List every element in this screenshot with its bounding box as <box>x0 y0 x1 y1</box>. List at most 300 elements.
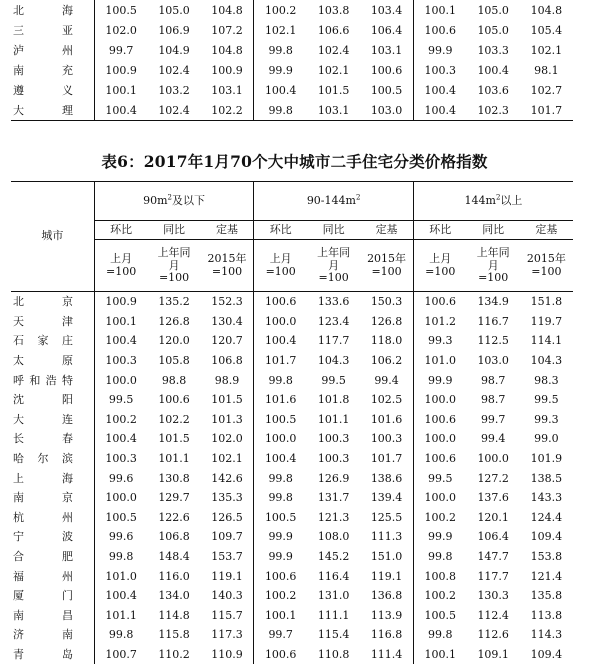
index-value: 100.4 <box>254 80 307 100</box>
index-value: 102.3 <box>467 100 520 121</box>
city-column-header: 城市 <box>11 182 94 292</box>
table-row <box>11 331 573 351</box>
table-row <box>11 100 573 121</box>
base-header-cell <box>147 240 200 292</box>
city-name-char: 太 <box>13 355 24 366</box>
index-value: 98.1 <box>520 60 573 80</box>
index-value: 136.8 <box>360 586 413 606</box>
city-name-char: 遵 <box>13 85 24 96</box>
table-row <box>11 370 573 390</box>
index-value: 101.7 <box>520 100 573 121</box>
index-value: 100.0 <box>413 429 466 449</box>
index-value: 113.8 <box>520 606 573 626</box>
index-value: 103.1 <box>201 80 254 100</box>
city-name-char: 南 <box>62 629 73 640</box>
index-value: 100.6 <box>147 390 200 410</box>
base-header-cell <box>467 240 520 292</box>
base-header-line: 上月 <box>95 253 148 266</box>
index-value: 100.3 <box>413 60 466 80</box>
index-value: 99.8 <box>254 100 307 121</box>
base-header-line: =100 <box>95 266 148 279</box>
index-value: 145.2 <box>307 547 360 567</box>
index-value: 99.9 <box>413 370 466 390</box>
index-value: 102.1 <box>307 60 360 80</box>
index-value: 99.8 <box>94 625 147 645</box>
index-value: 99.8 <box>254 468 307 488</box>
index-value: 103.8 <box>307 0 360 20</box>
table-row <box>11 0 573 20</box>
table-row <box>11 527 573 547</box>
city-name-char: 呼 <box>13 375 24 386</box>
index-value: 99.4 <box>467 429 520 449</box>
index-value: 100.1 <box>413 0 466 20</box>
index-value: 147.7 <box>467 547 520 567</box>
index-value: 99.9 <box>254 60 307 80</box>
index-value: 99.3 <box>413 331 466 351</box>
index-value: 100.3 <box>307 449 360 469</box>
city-name-char: 海 <box>62 5 73 16</box>
base-header-line: =100 <box>467 272 520 285</box>
index-value: 100.3 <box>94 449 147 469</box>
index-value: 101.1 <box>307 410 360 430</box>
index-value: 100.1 <box>94 312 147 332</box>
sub-header-cell: 同比 <box>307 221 360 240</box>
table-row <box>11 508 573 528</box>
index-value: 133.6 <box>307 292 360 312</box>
city-name-char: 理 <box>62 105 73 116</box>
index-value: 150.3 <box>360 292 413 312</box>
index-value: 100.0 <box>467 449 520 469</box>
index-value: 99.4 <box>360 370 413 390</box>
index-value: 151.8 <box>520 292 573 312</box>
index-value: 99.9 <box>254 547 307 567</box>
base-header-line: 上年同 <box>147 247 200 260</box>
index-value: 106.4 <box>467 527 520 547</box>
index-value: 114.3 <box>520 625 573 645</box>
index-value: 103.0 <box>360 100 413 121</box>
city-name-char: 春 <box>62 433 73 444</box>
index-value: 99.9 <box>413 40 466 60</box>
base-header-line: 月 <box>147 260 200 273</box>
city-name-text <box>13 316 73 327</box>
city-name-text <box>13 531 73 542</box>
index-value: 153.8 <box>520 547 573 567</box>
city-name <box>11 527 94 547</box>
index-value: 114.1 <box>520 331 573 351</box>
city-name-text <box>13 45 73 56</box>
city-name-char: 京 <box>62 296 73 307</box>
city-name-char: 州 <box>62 571 73 582</box>
city-name-text <box>13 629 73 640</box>
index-value: 102.5 <box>360 390 413 410</box>
index-value: 116.8 <box>360 625 413 645</box>
city-name-text <box>13 414 73 425</box>
index-value: 103.3 <box>467 40 520 60</box>
index-value: 113.9 <box>360 606 413 626</box>
index-value: 126.9 <box>307 468 360 488</box>
index-value: 104.8 <box>201 0 254 20</box>
index-value: 115.7 <box>201 606 254 626</box>
index-value: 101.5 <box>307 80 360 100</box>
index-value: 110.2 <box>147 645 200 664</box>
city-name-char: 肥 <box>62 551 73 562</box>
table-row <box>11 606 573 626</box>
city-name-text <box>13 65 73 76</box>
index-value: 100.1 <box>254 606 307 626</box>
city-name-char: 大 <box>13 105 24 116</box>
city-name-char: 济 <box>13 629 24 640</box>
index-value: 124.4 <box>520 508 573 528</box>
city-name-char: 长 <box>13 433 24 444</box>
index-value: 116.7 <box>467 312 520 332</box>
index-value: 101.9 <box>520 449 573 469</box>
table-caption: 表6：2017年1月70个大中城市二手住宅分类价格指数 <box>0 150 589 172</box>
index-value: 119.1 <box>201 566 254 586</box>
index-value: 101.7 <box>360 449 413 469</box>
city-name-text <box>13 5 73 16</box>
city-name-char: 泸 <box>13 45 24 56</box>
city-name-text <box>13 296 73 307</box>
index-value: 103.2 <box>147 80 200 100</box>
index-value: 100.2 <box>413 586 466 606</box>
city-name <box>11 606 94 626</box>
index-value: 99.7 <box>94 40 147 60</box>
base-header-line: =100 <box>520 266 573 279</box>
city-name-char: 合 <box>13 551 24 562</box>
index-value: 100.2 <box>94 410 147 430</box>
city-name-char: 庄 <box>62 335 73 346</box>
index-value: 115.8 <box>147 625 200 645</box>
price-index-table <box>11 181 573 664</box>
index-value: 100.0 <box>254 312 307 332</box>
index-value: 130.8 <box>147 468 200 488</box>
city-name-char: 青 <box>13 649 24 660</box>
sub-header-cell: 同比 <box>467 221 520 240</box>
city-name-text <box>13 25 73 36</box>
city-name-text <box>13 571 73 582</box>
index-value: 99.3 <box>520 410 573 430</box>
index-value: 101.8 <box>307 390 360 410</box>
index-value: 105.0 <box>467 0 520 20</box>
index-value: 100.2 <box>254 586 307 606</box>
table-row <box>11 625 573 645</box>
index-value: 100.7 <box>94 645 147 664</box>
index-value: 109.1 <box>467 645 520 664</box>
table-header <box>11 182 573 292</box>
index-value: 100.2 <box>413 508 466 528</box>
city-name-char: 岛 <box>62 649 73 660</box>
sub-header-cell: 定基 <box>520 221 573 240</box>
index-value: 135.8 <box>520 586 573 606</box>
table-row <box>11 468 573 488</box>
index-value: 130.4 <box>201 312 254 332</box>
index-value: 100.0 <box>413 488 466 508</box>
index-value: 100.6 <box>413 20 466 40</box>
table-row <box>11 292 573 312</box>
index-value: 106.2 <box>360 351 413 371</box>
city-name-char: 北 <box>13 296 24 307</box>
sub-header-cell: 环比 <box>94 221 147 240</box>
index-value: 110.8 <box>307 645 360 664</box>
index-value: 120.7 <box>201 331 254 351</box>
index-value: 100.0 <box>254 429 307 449</box>
index-value: 102.1 <box>520 40 573 60</box>
index-value: 102.4 <box>147 60 200 80</box>
index-value: 135.3 <box>201 488 254 508</box>
index-value: 103.1 <box>360 40 413 60</box>
index-value: 112.6 <box>467 625 520 645</box>
city-name <box>11 410 94 430</box>
table-row <box>11 410 573 430</box>
index-value: 99.0 <box>520 429 573 449</box>
top-table-body <box>11 0 573 121</box>
index-value: 103.0 <box>467 351 520 371</box>
index-value: 131.7 <box>307 488 360 508</box>
sub-header-cell: 定基 <box>201 221 254 240</box>
city-name <box>11 390 94 410</box>
base-header-cell <box>360 240 413 292</box>
index-value: 100.6 <box>413 410 466 430</box>
index-value: 100.5 <box>413 606 466 626</box>
index-value: 102.2 <box>201 100 254 121</box>
index-value: 120.1 <box>467 508 520 528</box>
city-name-text <box>13 355 73 366</box>
city-name <box>11 370 94 390</box>
city-name <box>11 20 94 40</box>
index-value: 140.3 <box>201 586 254 606</box>
index-value: 125.5 <box>360 508 413 528</box>
index-value: 99.8 <box>254 40 307 60</box>
index-value: 106.6 <box>307 20 360 40</box>
base-header-cell <box>254 240 307 292</box>
city-name-char: 宁 <box>13 531 24 542</box>
index-value: 105.0 <box>467 20 520 40</box>
city-name <box>11 645 94 664</box>
index-value: 100.5 <box>94 508 147 528</box>
base-header-line: 月 <box>467 260 520 273</box>
city-name-text <box>13 551 73 562</box>
index-value: 112.4 <box>467 606 520 626</box>
index-value: 115.4 <box>307 625 360 645</box>
base-header-line: 上月 <box>414 253 467 266</box>
city-name-text <box>13 610 73 621</box>
index-value: 138.5 <box>520 468 573 488</box>
index-value: 100.4 <box>254 331 307 351</box>
table-row <box>11 449 573 469</box>
index-value: 101.7 <box>254 351 307 371</box>
base-header-line: 月 <box>307 260 360 273</box>
index-value: 139.4 <box>360 488 413 508</box>
index-value: 98.9 <box>201 370 254 390</box>
base-header-cell <box>94 240 147 292</box>
city-name-text <box>13 649 73 660</box>
index-value: 100.6 <box>360 60 413 80</box>
city-name-char: 福 <box>13 571 24 582</box>
index-value: 99.8 <box>413 547 466 567</box>
index-value: 116.0 <box>147 566 200 586</box>
index-value: 103.4 <box>360 0 413 20</box>
sub-header-cell: 环比 <box>413 221 466 240</box>
index-value: 100.1 <box>413 645 466 664</box>
index-value: 100.3 <box>360 429 413 449</box>
index-value: 119.1 <box>360 566 413 586</box>
index-value: 118.0 <box>360 331 413 351</box>
index-value: 101.6 <box>360 410 413 430</box>
city-name <box>11 508 94 528</box>
index-value: 100.5 <box>254 410 307 430</box>
city-name-char: 州 <box>62 45 73 56</box>
index-value: 102.4 <box>307 40 360 60</box>
index-value: 111.1 <box>307 606 360 626</box>
index-value: 143.3 <box>520 488 573 508</box>
index-value: 99.5 <box>520 390 573 410</box>
city-name-char: 津 <box>62 316 73 327</box>
table-row <box>11 586 573 606</box>
index-value: 151.0 <box>360 547 413 567</box>
index-value: 106.8 <box>201 351 254 371</box>
index-value: 117.7 <box>307 331 360 351</box>
base-header-cell <box>520 240 573 292</box>
index-value: 117.7 <box>467 566 520 586</box>
city-name-char: 哈 <box>13 453 24 464</box>
base-header-line: =100 <box>201 266 254 279</box>
city-name-char: 三 <box>13 25 24 36</box>
city-name-char: 浩 <box>46 375 57 386</box>
index-value: 134.9 <box>467 292 520 312</box>
index-value: 99.9 <box>413 527 466 547</box>
index-value: 106.8 <box>147 527 200 547</box>
table-row <box>11 351 573 371</box>
base-header-line: 上年同 <box>467 247 520 260</box>
index-value: 100.5 <box>94 0 147 20</box>
index-value: 98.3 <box>520 370 573 390</box>
index-value: 104.3 <box>307 351 360 371</box>
index-value: 112.5 <box>467 331 520 351</box>
index-value: 105.8 <box>147 351 200 371</box>
index-value: 102.2 <box>147 410 200 430</box>
index-value: 99.6 <box>94 527 147 547</box>
base-header-cell <box>307 240 360 292</box>
sub-header-cell: 定基 <box>360 221 413 240</box>
index-value: 100.3 <box>307 429 360 449</box>
table-row <box>11 645 573 664</box>
index-value: 111.4 <box>360 645 413 664</box>
index-value: 109.4 <box>520 645 573 664</box>
index-value: 99.5 <box>413 468 466 488</box>
index-value: 102.0 <box>201 429 254 449</box>
index-value: 101.0 <box>94 566 147 586</box>
base-header-line: =100 <box>307 272 360 285</box>
index-value: 101.6 <box>254 390 307 410</box>
base-header-line: 上月 <box>254 253 307 266</box>
index-value: 99.8 <box>94 547 147 567</box>
index-value: 120.0 <box>147 331 200 351</box>
index-value: 100.6 <box>413 449 466 469</box>
group-header-medium: $90-144m^2$ <box>254 182 414 221</box>
group-header-large: $144m^2$以上 <box>413 182 573 221</box>
index-value: 100.4 <box>413 100 466 121</box>
table-row <box>11 566 573 586</box>
index-value: 101.0 <box>413 351 466 371</box>
index-value: 101.2 <box>413 312 466 332</box>
index-value: 100.6 <box>254 292 307 312</box>
city-name-text <box>13 85 73 96</box>
base-header-line: =100 <box>147 272 200 285</box>
index-value: 102.7 <box>520 80 573 100</box>
index-value: 126.5 <box>201 508 254 528</box>
index-value: 109.4 <box>520 527 573 547</box>
index-value: 102.1 <box>201 449 254 469</box>
index-value: 102.4 <box>147 100 200 121</box>
index-value: 99.8 <box>254 488 307 508</box>
index-value: 99.9 <box>254 527 307 547</box>
base-header-line: =100 <box>360 266 413 279</box>
index-value: 104.8 <box>520 0 573 20</box>
index-value: 103.6 <box>467 80 520 100</box>
index-value: 100.6 <box>413 292 466 312</box>
table-row <box>11 60 573 80</box>
city-name-text <box>13 433 73 444</box>
index-value: 98.7 <box>467 390 520 410</box>
index-value: 100.6 <box>254 566 307 586</box>
index-value: 122.6 <box>147 508 200 528</box>
index-value: 99.8 <box>254 370 307 390</box>
top-fragment-table <box>11 0 573 121</box>
index-value: 121.4 <box>520 566 573 586</box>
index-value: 100.4 <box>94 100 147 121</box>
index-value: 104.9 <box>147 40 200 60</box>
city-name-text <box>13 473 73 484</box>
index-value: 100.9 <box>94 60 147 80</box>
index-value: 100.9 <box>201 60 254 80</box>
city-name-char: 义 <box>62 85 73 96</box>
index-value: 101.5 <box>201 390 254 410</box>
index-value: 99.7 <box>254 625 307 645</box>
city-name <box>11 331 94 351</box>
city-name <box>11 351 94 371</box>
city-name <box>11 468 94 488</box>
city-name-char: 上 <box>13 473 24 484</box>
index-value: 100.4 <box>94 429 147 449</box>
city-name <box>11 449 94 469</box>
base-header-line: 上年同 <box>307 247 360 260</box>
index-value: 100.3 <box>94 351 147 371</box>
city-name-text <box>13 105 73 116</box>
index-value: 110.9 <box>201 645 254 664</box>
index-value: 100.0 <box>94 370 147 390</box>
index-value: 101.5 <box>147 429 200 449</box>
index-value: 148.4 <box>147 547 200 567</box>
index-value: 119.7 <box>520 312 573 332</box>
city-name-char: 原 <box>62 355 73 366</box>
index-value: 101.3 <box>201 410 254 430</box>
index-value: 100.6 <box>254 645 307 664</box>
city-name-text <box>13 453 73 464</box>
city-name-char: 滨 <box>62 453 73 464</box>
index-value: 111.3 <box>360 527 413 547</box>
index-value: 114.8 <box>147 606 200 626</box>
city-name-char: 特 <box>62 375 73 386</box>
city-name-text <box>13 375 73 386</box>
index-value: 126.8 <box>147 312 200 332</box>
city-name <box>11 547 94 567</box>
index-value: 100.4 <box>254 449 307 469</box>
city-name-char: 海 <box>62 473 73 484</box>
city-name-char: 亚 <box>62 25 73 36</box>
city-name-char: 石 <box>13 335 24 346</box>
index-value: 121.3 <box>307 508 360 528</box>
city-name-char: 连 <box>62 414 73 425</box>
